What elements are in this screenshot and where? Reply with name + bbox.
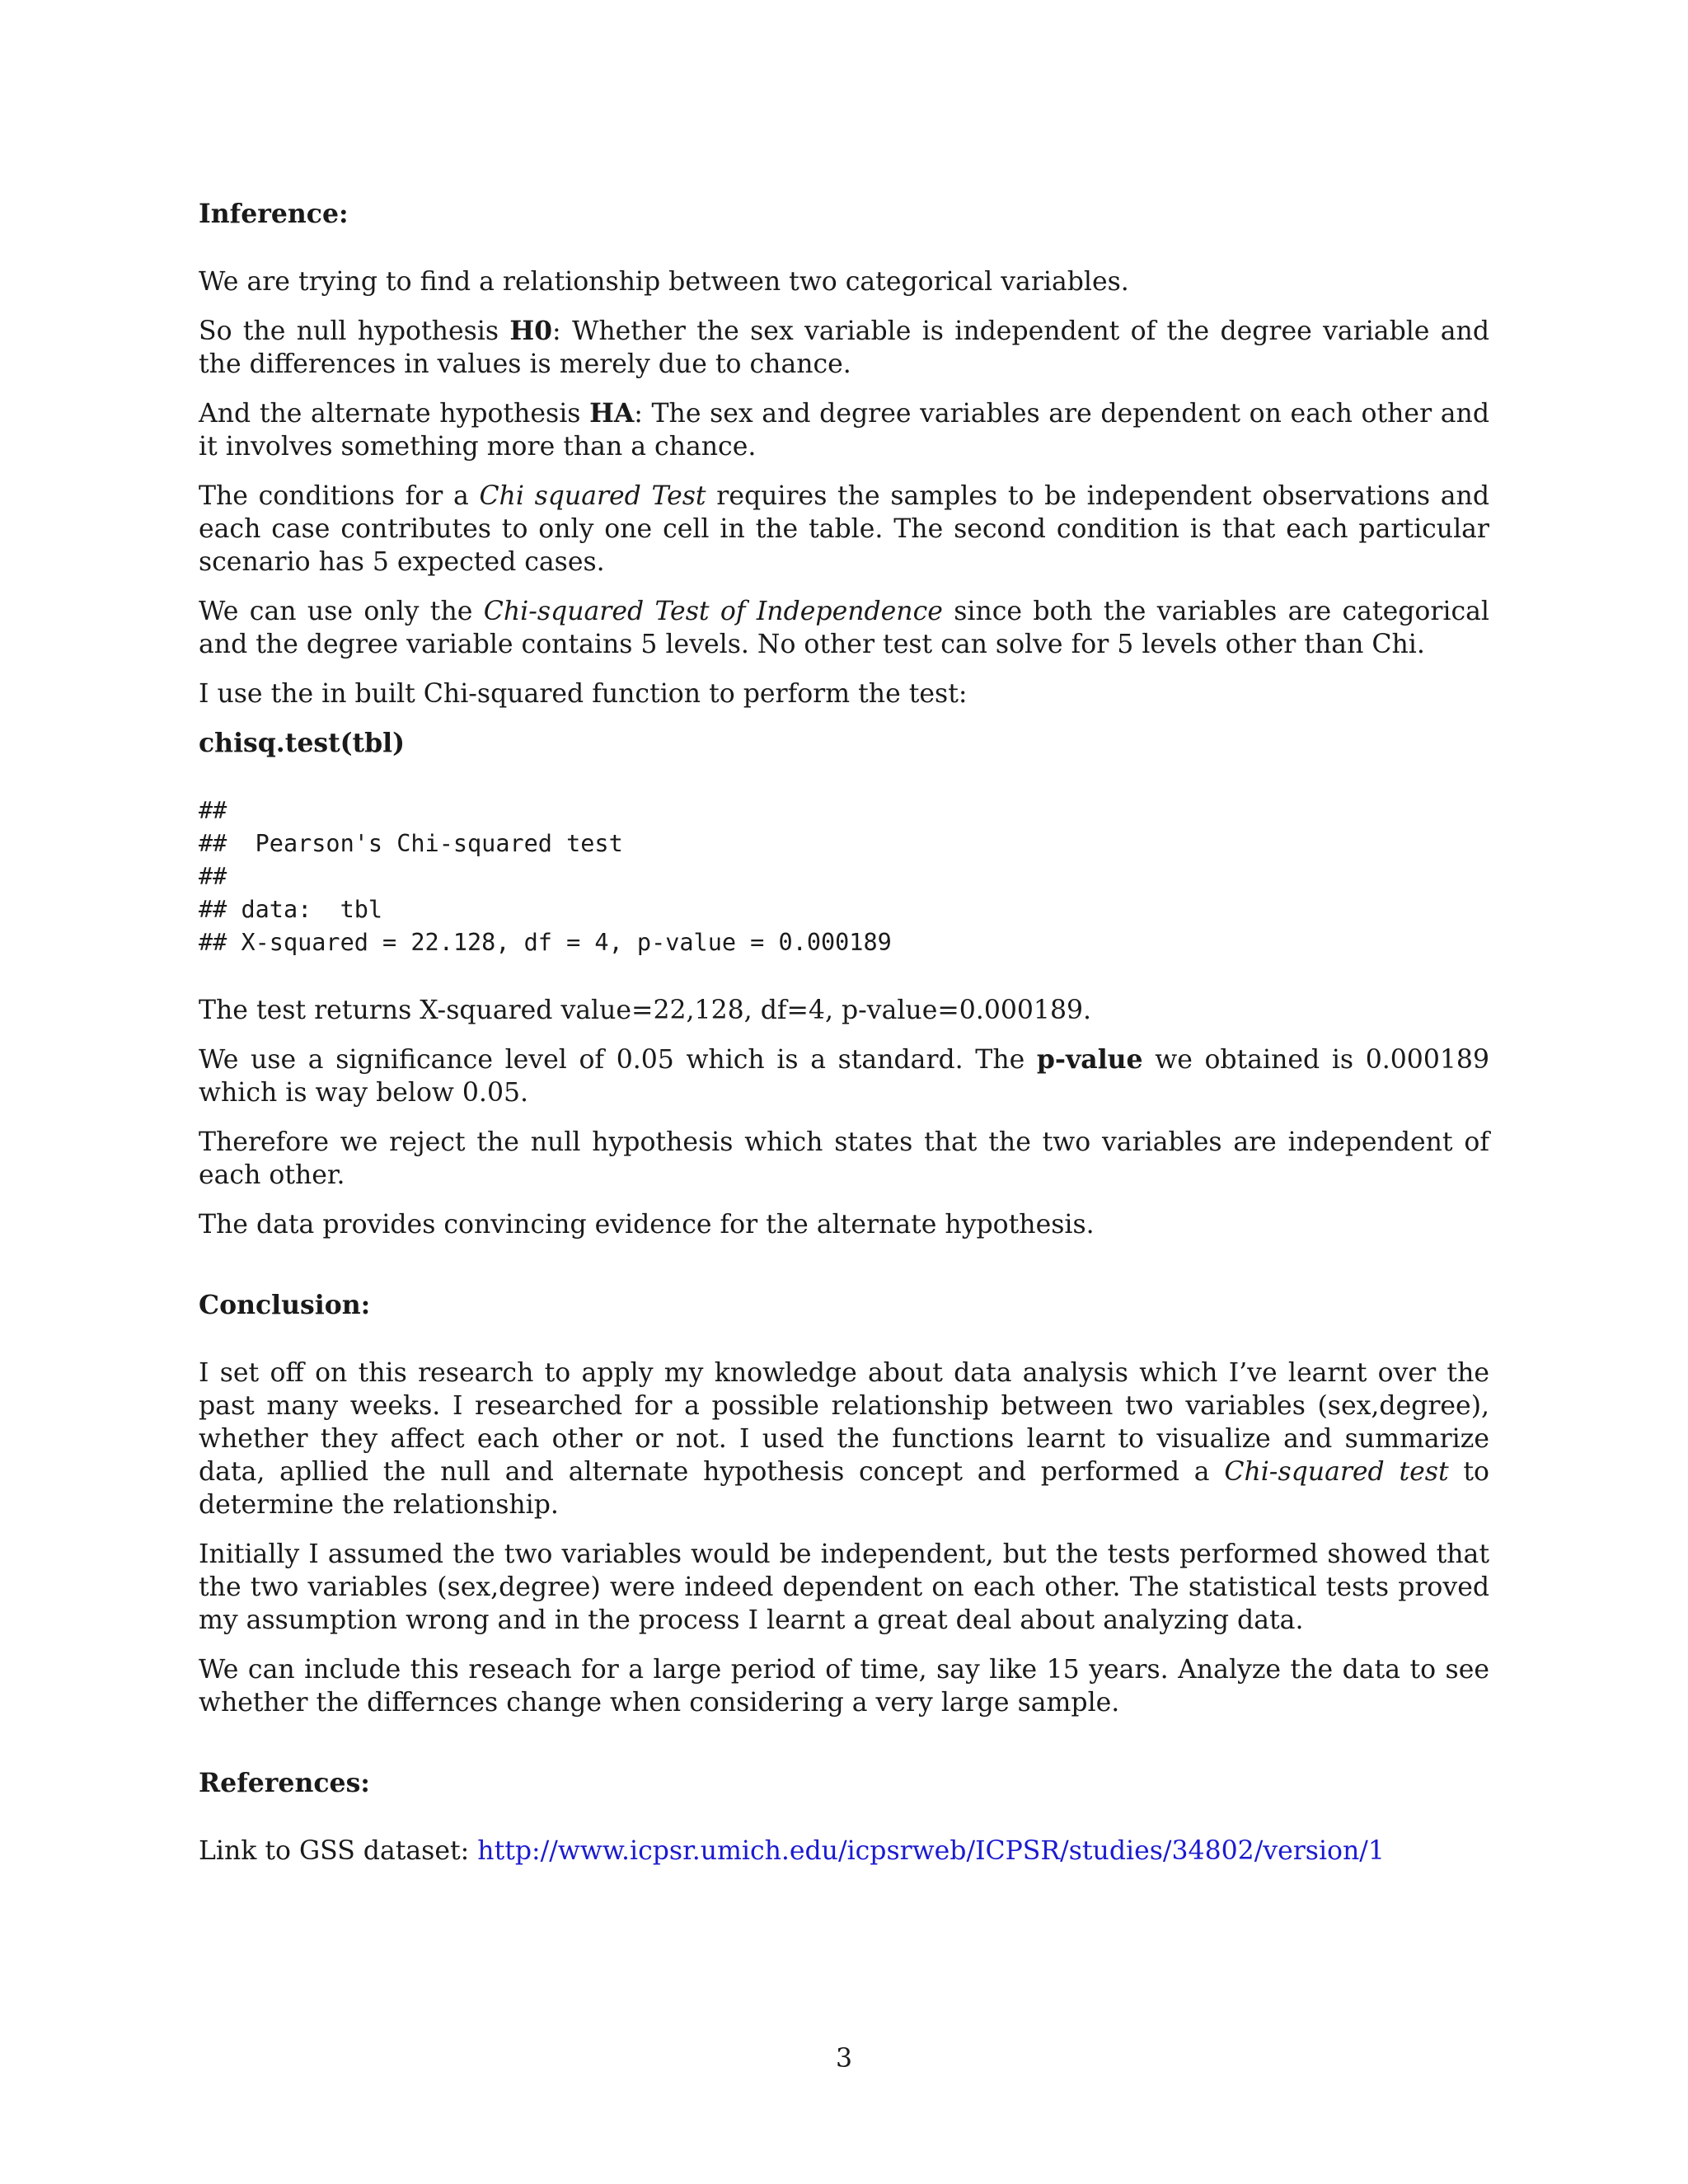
test-choice-paragraph	[199, 595, 1489, 661]
code-output-line: ## X-squared = 22.128, df = 4, p-value = 0.000189	[199, 929, 892, 956]
significance-paragraph	[199, 1043, 1489, 1109]
reference-label: Link to GSS dataset:	[199, 1836, 478, 1866]
reference-line	[199, 1835, 1489, 1868]
conditions-paragraph	[199, 480, 1489, 579]
page-number: 3	[835, 2044, 853, 2074]
test-name-italic: Chi-squared Test of Independence	[483, 597, 943, 626]
null-hypothesis-paragraph	[199, 315, 1489, 381]
test-name-italic: Chi-squared test	[1224, 1457, 1449, 1487]
text-span: The conditions for a	[199, 481, 480, 511]
text-span: we obtained is 0.000189 which is way below 0.05.	[199, 1045, 1489, 1108]
text-span: requires the samples to be independent observations and each case contributes to only one cell in the table. The second condition is that each particular scenario has 5 expected cases.	[199, 481, 1489, 577]
function-intro-paragraph: I use the in built Chi-squared function to perform the test:	[199, 679, 968, 709]
inference-heading: Inference:	[199, 199, 349, 229]
ha-label: HA	[589, 398, 635, 429]
text-span: And the alternate hypothesis	[199, 399, 590, 429]
code-output-line: ##	[199, 863, 227, 890]
text-span: We can use only the	[199, 597, 484, 626]
text-span: : Whether the sex variable is independent of the degree variable and the differences in values is merely due to chance.	[199, 316, 1489, 379]
code-output-block	[199, 794, 1489, 959]
page-content	[199, 198, 1489, 1868]
text-span: to determine the relationship.	[199, 1457, 1489, 1520]
conclusion-paragraph-1	[199, 1357, 1489, 1521]
code-output-line: ## data: tbl	[199, 896, 383, 923]
evidence-paragraph: The data provides convincing evidence for the alternate hypothesis.	[199, 1210, 1095, 1240]
p-value-label: p-value	[1036, 1044, 1143, 1075]
test-name-italic: Chi squared Test	[479, 481, 706, 511]
gss-dataset-link[interactable]: http://www.icpsr.umich.edu/icpsrweb/ICPSR/studies/34802/version/1	[477, 1836, 1385, 1866]
text-span: since both the variables are categorical and the degree variable contains 5 levels. No other test can solve for 5 levels other than Chi.	[199, 597, 1489, 659]
code-output-line: ##	[199, 797, 227, 824]
inference-paragraph-1: We are trying to find a relationship between two categorical variables.	[199, 267, 1129, 297]
text-span: I set off on this research to apply my knowledge about data analysis which I’ve learnt over the past many weeks. I researched for a possible relationship between two variables (sex,degree), whether they affect each other or not. I used the functions learnt to visualize and summarize data, apllied the null and alternate hypothesis concept and performed a	[199, 1358, 1489, 1487]
references-heading: References:	[199, 1768, 370, 1798]
code-output-line: ## Pearson's Chi-squared test	[199, 830, 623, 857]
alternate-hypothesis-paragraph	[199, 397, 1489, 463]
conclusion-paragraph-2: Initially I assumed the two variables would be independent, but the tests performed showed that the two variables (sex,degree) were indeed dependent on each other. The statistical tests proved my assumption wrong and in the process I learnt a great deal about analyzing data.	[199, 1540, 1489, 1635]
conclusion-paragraph-3: We can include this reseach for a large period of time, say like 15 years. Analyze the data to see whether the differnces change when considering a very large sample.	[199, 1655, 1489, 1718]
code-call: chisq.test(tbl)	[199, 728, 406, 758]
h0-label: H0	[509, 316, 553, 346]
text-span: : The sex and degree variables are dependent on each other and it involves something more than a chance.	[199, 399, 1489, 462]
text-span: So the null hypothesis	[199, 316, 510, 346]
conclusion-heading: Conclusion:	[199, 1290, 371, 1320]
text-span: We use a significance level of 0.05 which is a standard. The	[199, 1045, 1037, 1075]
test-result-paragraph: The test returns X-squared value=22,128, df=4, p-value=0.000189.	[199, 996, 1092, 1025]
reject-null-paragraph: Therefore we reject the null hypothesis which states that the two variables are independent of each other.	[199, 1127, 1489, 1190]
